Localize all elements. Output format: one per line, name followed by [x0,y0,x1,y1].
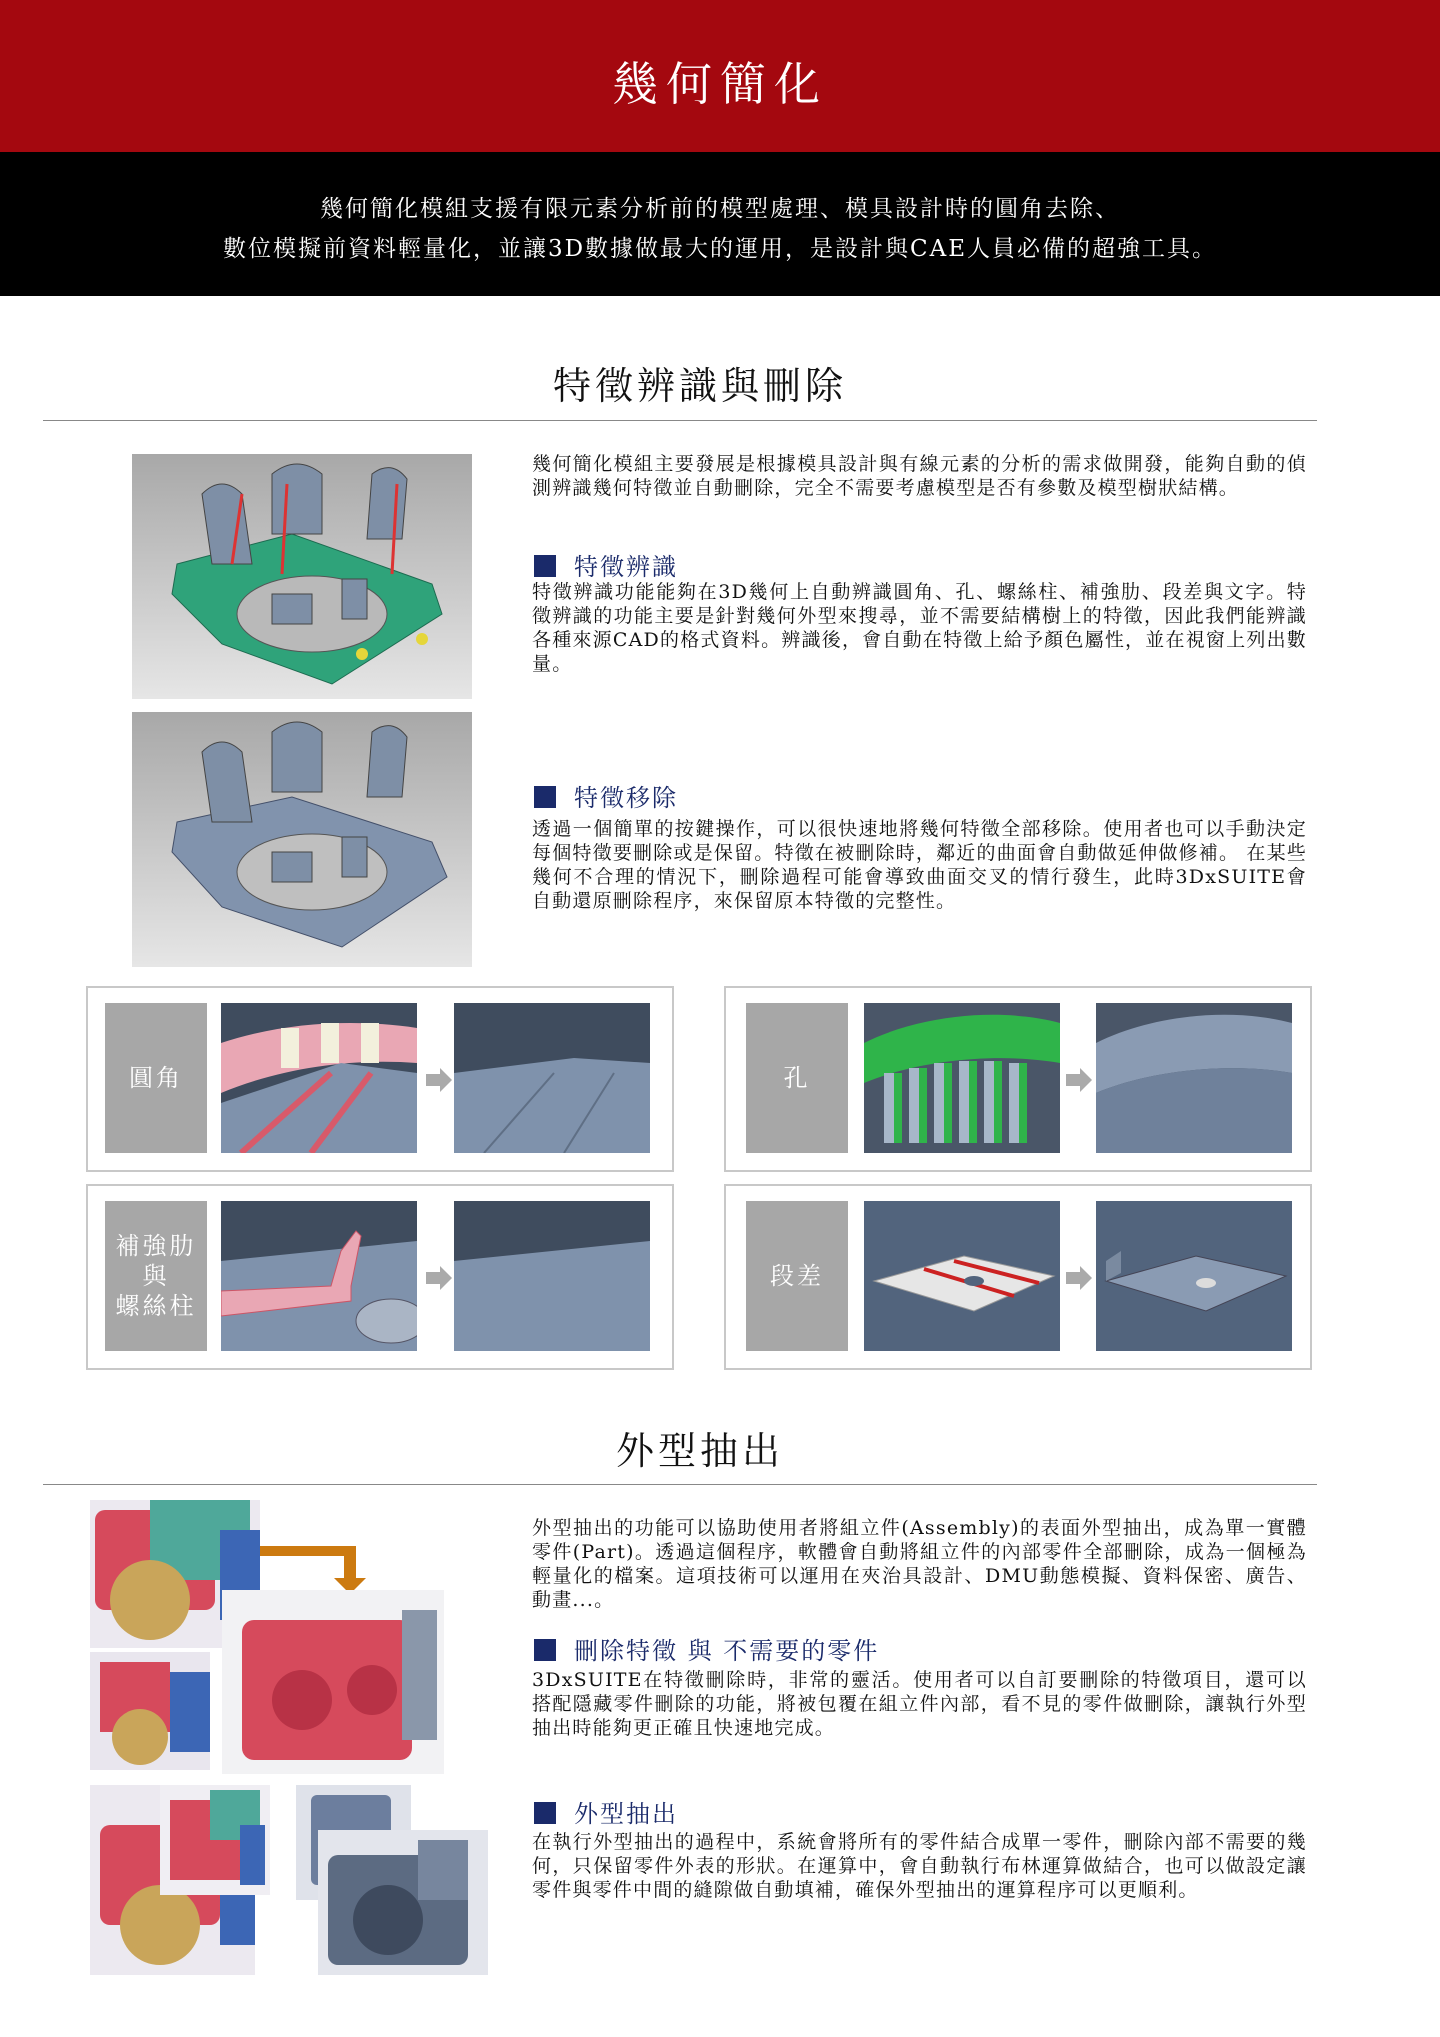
fillet-after-image [454,1003,650,1153]
assembly-image-2 [222,1590,444,1774]
orange-arrow-icon [260,1540,370,1594]
assembly-image-7 [318,1830,488,1975]
subhead-label: 特徵移除 [574,784,678,812]
section2-paragraph: 外型抽出的功能可以協助使用者將組立件(Assembly)的表面外型抽出，成為單一實體零件(Part)。透過這個程序，軟體會自動將組立件的內部零件全部刪除，成為一個極為輕量化的檔案。這項技術可以運用在夾治具設計、DMU動態模擬、資料保密、廣告、動畫...。 [532,1517,1307,1611]
step-after-image [1096,1201,1292,1351]
subhead-label: 外型抽出 [574,1800,678,1828]
panel-label-step: 段差 [746,1201,848,1351]
panel-label-line: 螺絲柱 [115,1292,197,1320]
panel-label-line: 與 [142,1262,170,1290]
section-title-feature-recognition: 特徵辨識與刪除 [552,364,847,408]
panel-label-line: 補強肋 [115,1232,197,1260]
model-image-recognized [132,454,472,699]
square-bullet-icon [534,1802,556,1824]
subhead-label: 刪除特徵 與 不需要的零件 [574,1637,880,1665]
panel-rib-boss [86,1184,674,1370]
assembly-image-3 [90,1652,210,1770]
panel-step [724,1184,1312,1370]
assembly-image-5 [160,1785,270,1895]
square-bullet-icon [534,786,556,808]
panel-fillet [86,986,674,1172]
arrow-right-icon [1066,1068,1092,1092]
subhead-feature-removal [534,778,678,813]
subhead-delete-features [534,1631,879,1666]
hole-after-image [1096,1003,1292,1153]
panel-label-hole: 孔 [746,1003,848,1153]
rib-before-image [221,1201,417,1351]
subhead-label: 特徵辨識 [574,553,678,581]
shape-extraction-text: 在執行外型抽出的過程中，系統會將所有的零件結合成單一零件，刪除內部不需要的幾何，只保留零件外表的形狀。在運算中，會自動執行布林運算做結合，也可以做設定讓零件與零件中間的縫隙做自動填補，確保外型抽出的運算程序可以更順利。 [532,1831,1307,1901]
feature-removal-text: 透過一個簡單的按鍵操作，可以很快速地將幾何特徵全部移除。使用者也可以手動決定每個特徵要刪除或是保留。特徵在被刪除時，鄰近的曲面會自動做延伸做修補。 在某些幾何不合理的情況下，刪除過程可能會導致曲面交叉的情行發生，此時3DxSUITE會自動還原刪除程序，來保留原本特徵的完整性。 [532,818,1307,912]
square-bullet-icon [534,555,556,577]
section-divider [43,1484,1317,1485]
intro-line-1: 幾何簡化模組支援有限元素分析前的模型處理、模具設計時的圓角去除、 [320,196,1120,222]
arrow-right-icon [1066,1266,1092,1290]
fillet-before-image [221,1003,417,1153]
model-image-removed [132,712,472,967]
feature-recognition-text: 特徵辨識功能能夠在3D幾何上自動辨識圓角、孔、螺絲柱、補強肋、段差與文字。特徵辨識的功能主要是針對幾何外型來搜尋，並不需要結構樹上的特徵，因此我們能辨識各種來源CAD的格式資料。辨識後，會自動在特徵上給予顏色屬性，並在視窗上列出數量。 [532,581,1307,675]
subhead-feature-recognition [534,547,678,582]
arrow-right-icon [426,1068,452,1092]
square-bullet-icon [534,1639,556,1661]
arrow-right-icon [426,1266,452,1290]
hole-before-image [864,1003,1060,1153]
rib-after-image [454,1201,650,1351]
delete-features-text: 3DxSUITE在特徵刪除時，非常的靈活。使用者可以自訂要刪除的特徵項目，還可以搭配隱藏零件刪除的功能，將被包覆在組立件內部，看不見的零件做刪除，讓執行外型抽出時能夠更正確且快速地完成。 [532,1669,1307,1739]
panel-label-fillet: 圓角 [105,1003,207,1153]
subhead-shape-extraction [534,1794,678,1829]
section1-paragraph: 幾何簡化模組主要發展是根據模具設計與有線元素的分析的需求做開發，能夠自動的偵測辨識幾何特徵並自動刪除，完全不需要考慮模型是否有參數及模型樹狀結構。 [532,453,1307,499]
intro-band [0,152,1440,296]
panel-hole [724,986,1312,1172]
section-title-shape-extraction: 外型抽出 [615,1429,784,1473]
intro-line-2: 數位模擬前資料輕量化，並讓3D數據做最大的運用，是設計與CAE人員必備的超強工具。 [222,236,1218,262]
panel-label-rib-boss [105,1201,207,1351]
section-divider [43,420,1317,421]
step-before-image [864,1201,1060,1351]
top-banner [0,0,1440,152]
page-title: 幾何簡化 [612,57,828,111]
